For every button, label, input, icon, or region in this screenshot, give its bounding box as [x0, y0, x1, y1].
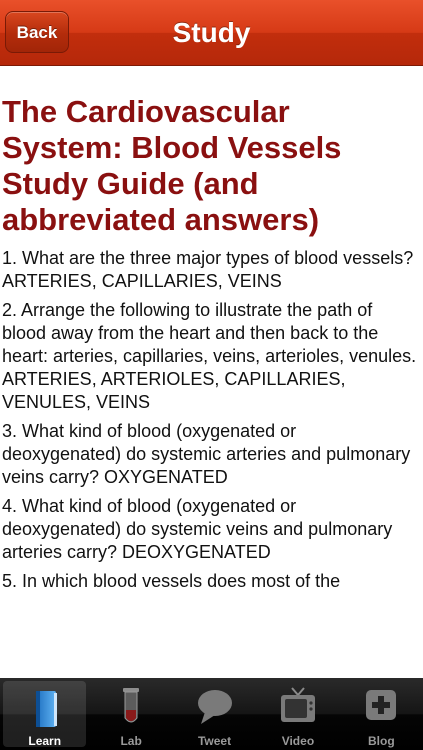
tab-label: Lab: [120, 734, 142, 748]
tab-label: Blog: [367, 734, 395, 748]
tab-blog[interactable]: [340, 678, 423, 750]
tab-learn[interactable]: [3, 681, 86, 747]
book-icon: [23, 689, 67, 731]
speech-bubble-icon: [193, 686, 237, 728]
question-item: 5. In which blood vessels does most of the: [2, 571, 341, 591]
page-title: Study: [172, 17, 251, 48]
question-item: 2. Arrange the following to illustrate the path of blood away from the heart and then back to the heart: arteries, capillaries, veins, arterioles, venules. ARTERIES, ARTERIOLES, CAPILLARIES, VENULES, VEINS: [2, 300, 417, 412]
tab-tweet[interactable]: [173, 678, 256, 750]
tab-video[interactable]: [256, 678, 339, 750]
back-button[interactable]: Back: [5, 11, 69, 53]
question-item: 3. What kind of blood (oxygenated or deoxygenated) do systemic arteries and pulmonary veins carry? OXYGENATED: [2, 421, 411, 487]
tab-bar: [0, 678, 423, 750]
navigation-bar: [0, 0, 423, 66]
test-tube-icon: [109, 686, 153, 728]
tv-icon: [276, 686, 320, 728]
question-item: 4. What kind of blood (oxygenated or deoxygenated) do systemic veins and pulmonary arteries carry? DEOXYGENATED: [2, 496, 393, 562]
tab-label: Tweet: [197, 734, 232, 748]
study-content[interactable]: [0, 66, 423, 678]
tab-label: Video: [281, 734, 315, 748]
question-item: 1. What are the three major types of blood vessels? ARTERIES, CAPILLARIES, VEINS: [2, 248, 414, 291]
tab-lab[interactable]: [89, 678, 172, 750]
tab-label: Learn: [28, 734, 62, 748]
study-guide-title: The Cardiovascular System: Blood Vessels Study Guide (and abbreviated answers): [2, 94, 342, 237]
plus-icon: [359, 686, 403, 728]
